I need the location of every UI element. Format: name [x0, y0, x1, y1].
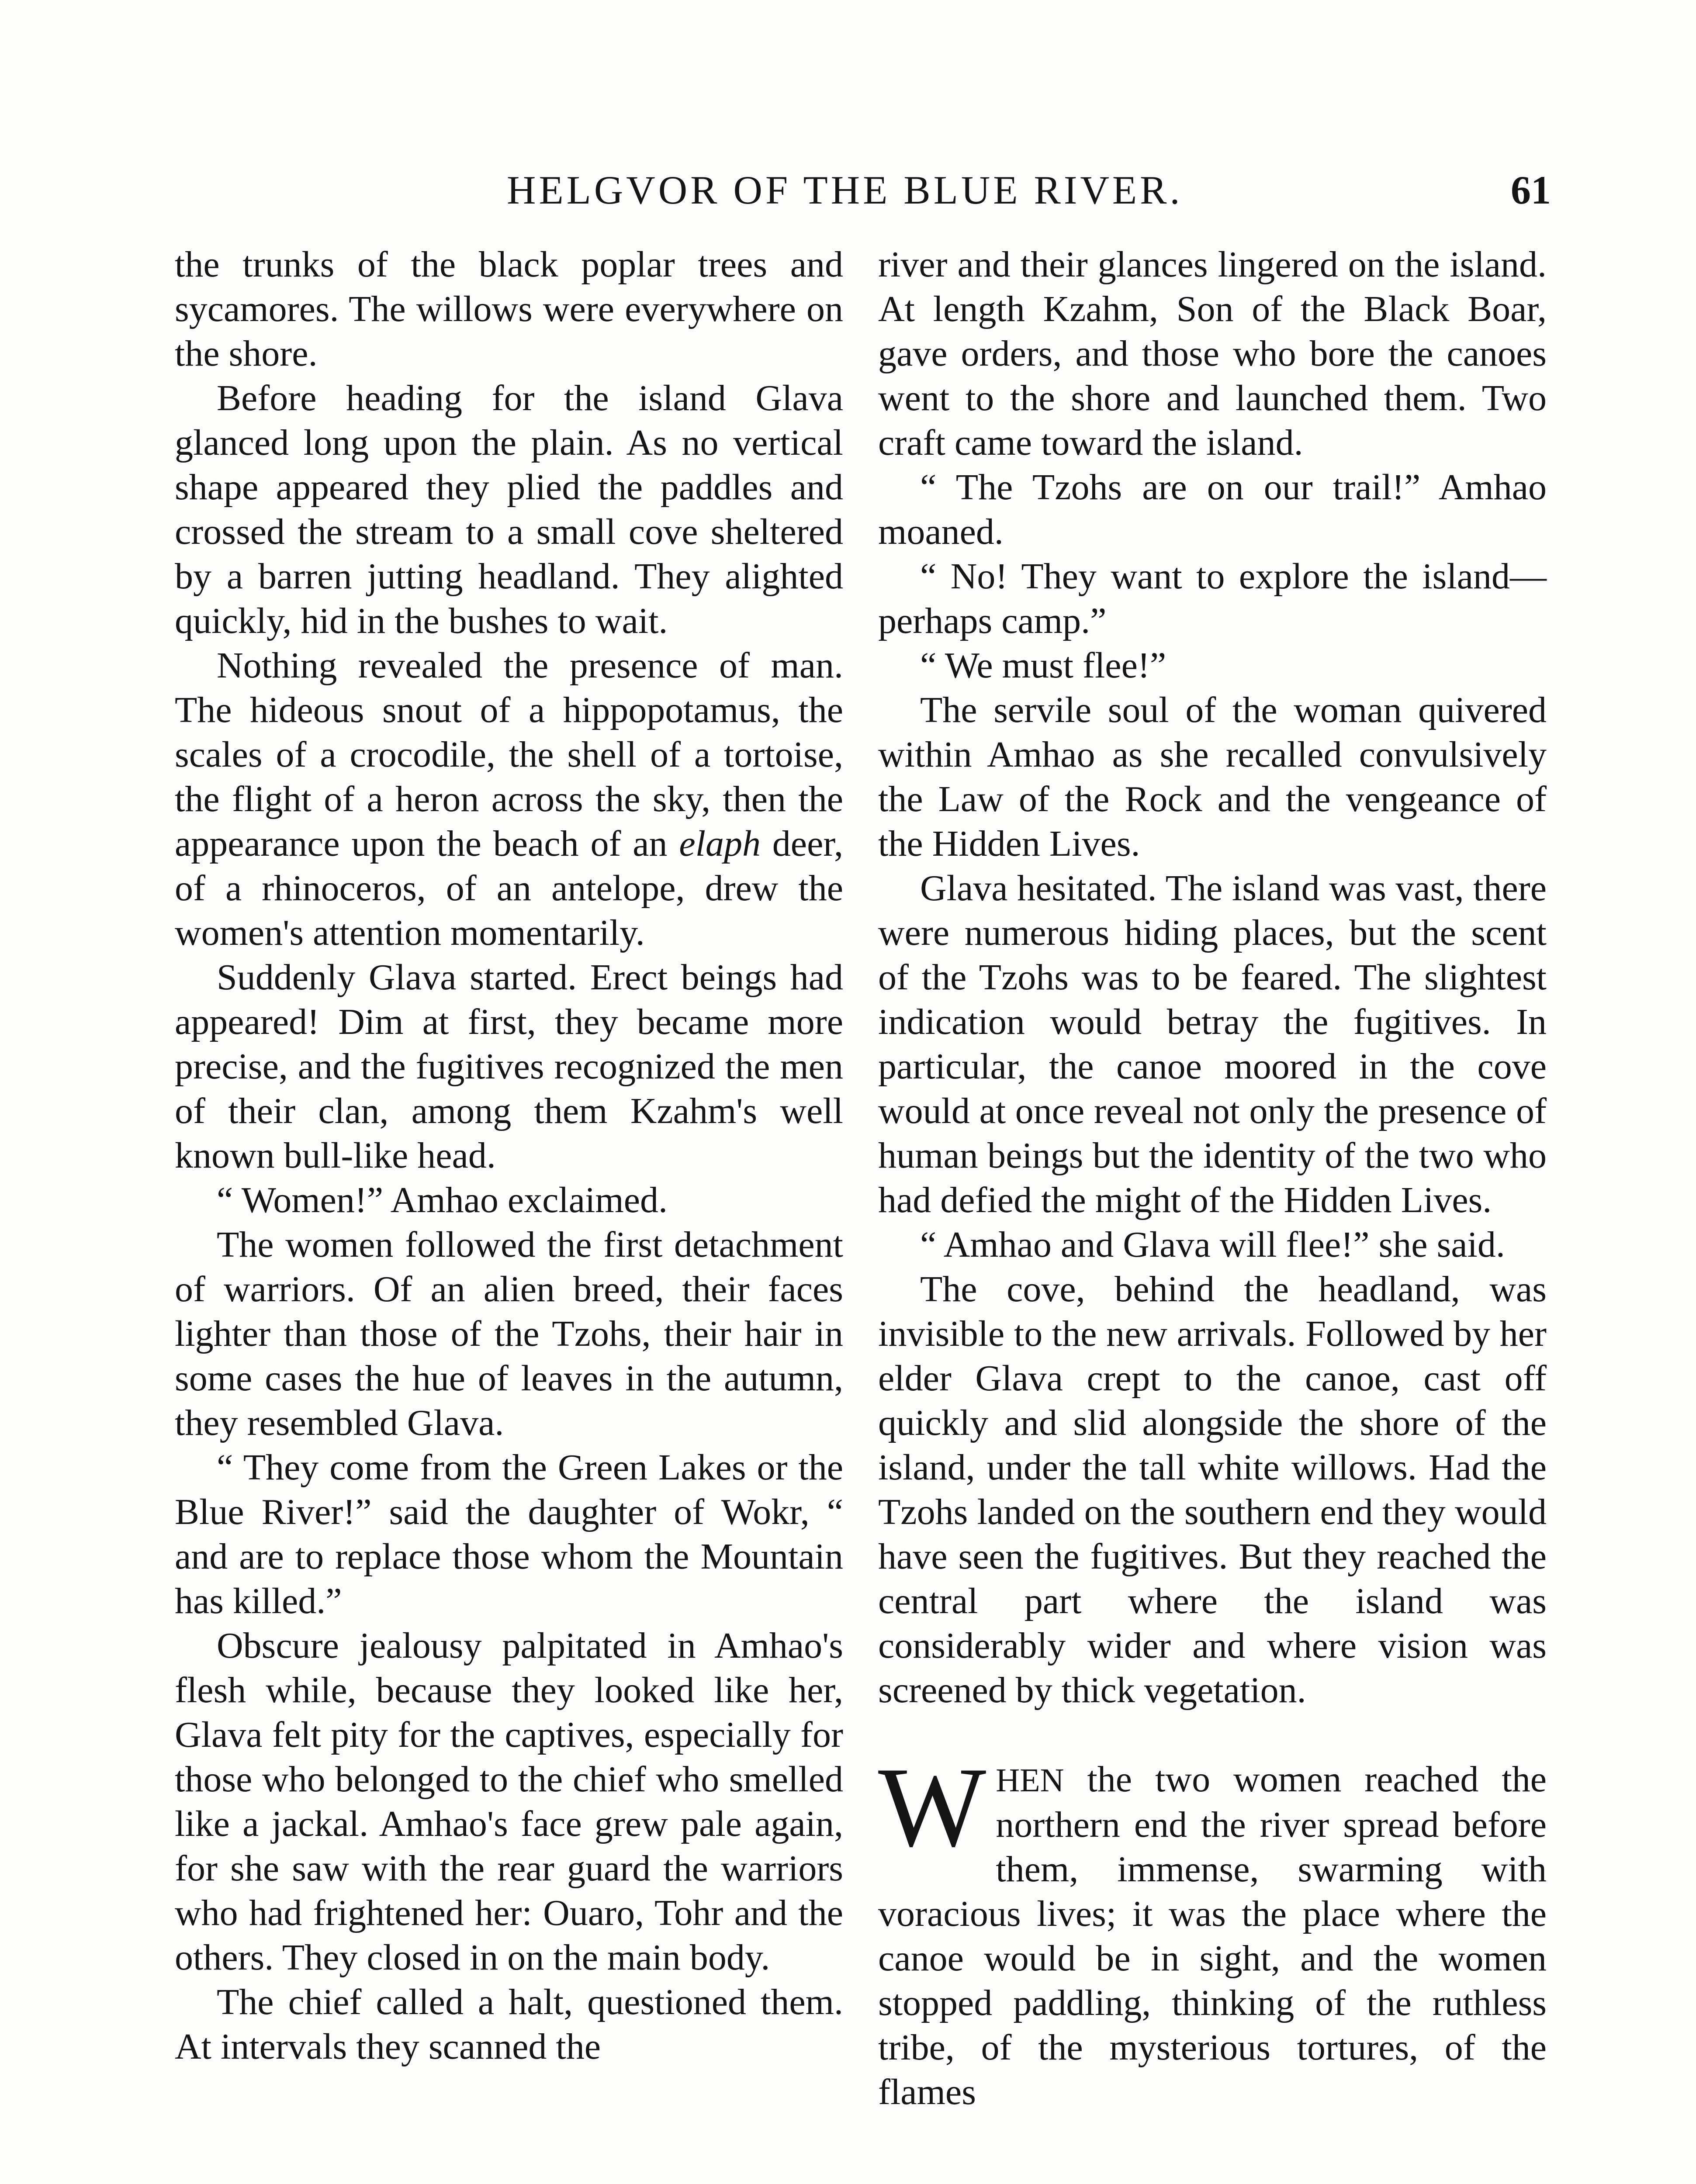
paragraph: “ Women!” Amhao exclaimed. — [217, 1180, 668, 1220]
paragraph: “ We must flee!” — [920, 645, 1166, 686]
paragraph — [175, 643, 843, 955]
paragraph: “ Amhao and Glava will flee!” she said. — [920, 1224, 1505, 1265]
paragraph: river and their glances lingered on the island. At length Kzahm, Son of the Black Boar, gave orders, and those who bore the canoes went to the shore and launched them. Two craft came toward the island. — [878, 244, 1547, 463]
paragraph: the trunks of the black poplar trees and sycamores. The willows were everywhere on the shore. — [175, 244, 843, 374]
paragraph: The cove, behind the headland, was invisible to the new arrivals. Followed by her elder Glava crept to the canoe, cast off quickly and slid alongside the shore of the island, under the tall white willows. Had the Tzohs landed on the southern end they would have seen the fugitives. But they reached the central part where the island was considerably wider and where vision was screened by thick vegetation. — [878, 1269, 1547, 1711]
paragraph: “ The Tzohs are on our trail!” Amhao moaned. — [878, 467, 1547, 552]
italic-word: elaph — [679, 823, 761, 864]
paragraph: “ No! They want to explore the island—perhaps camp.” — [878, 556, 1547, 641]
paragraph-text: deer, of a rhinoceros, of an antelope, drew the women's attention momentarily. — [175, 823, 843, 953]
paragraph: The women followed the first detachment of warriors. Of an alien breed, their faces lighter than those of the Tzohs, their hair in some cases the hue of leaves in the autumn, they resembled Glava. — [175, 1224, 843, 1443]
paragraph: Suddenly Glava started. Erect beings had appeared! Dim at first, they became more precise, and the fugitives recognized the men of their clan, among them Kzahm's well known bull-like head. — [175, 957, 843, 1176]
paragraph: The servile soul of the woman quivered within Amhao as she recalled convulsively the Law of the Rock and the vengeance of the Hidden Lives. — [878, 690, 1547, 864]
running-head — [175, 167, 1551, 219]
section-opening-paragraph — [878, 1744, 1547, 2115]
drop-cap: W — [878, 1744, 986, 1870]
paragraph: “ They come from the Green Lakes or the Blue River!” said the daughter of Wokr, “ and are to replace those whom the Mountain has killed.” — [175, 1447, 843, 1621]
paragraph-text: Nothing revealed the presence of man. The hideous snout of a hippopotamus, the scales of a crocodile, the shell of a tortoise, the flight of a heron across the sky, then the appearance upon the beach of an — [175, 645, 843, 864]
paragraph: Before heading for the island Glava glanced long upon the plain. As no vertical shape appeared they plied the paddles and crossed the stream to a small cove sheltered by a barren jutting headland. They alighted quickly, hid in the bushes to wait. — [175, 378, 843, 641]
page-number: 61 — [1511, 168, 1551, 212]
running-title: HELGVOR OF THE BLUE RIVER. — [507, 168, 1183, 212]
paragraph: The chief called a halt, questioned them. At intervals they scanned the — [175, 1982, 843, 2067]
paragraph: Glava hesitated. The island was vast, there were numerous hiding places, but the scent of the Tzohs was to be feared. The slightest indication would betray the fugitives. In particular, the canoe moored in the cove would at once reveal not only the presence of human beings but the identity of the two who had defied the might of the Hidden Lives. — [878, 868, 1547, 1220]
paragraph: Obscure jealousy palpitated in Amhao's flesh while, because they looked like her, Glava felt pity for the captives, especially for those who belonged to the chief who smelled like a jackal. Amhao's face grew pale again, for she saw with the rear guard the warriors who had frightened her: Ouaro, Tohr and the others. They closed in on the main body. — [175, 1625, 843, 1978]
small-caps-word: HEN — [996, 1762, 1064, 1799]
paragraph-text: the two women reached the northern end the river spread before them, immense, swarming with voracious lives; it was the place where the canoe would be in sight, and the women stopped paddling, thinking of the ruthless tribe, of the mysterious tortures, of the flames — [878, 1759, 1547, 2112]
left-column — [175, 242, 843, 2069]
right-column — [878, 242, 1547, 2115]
